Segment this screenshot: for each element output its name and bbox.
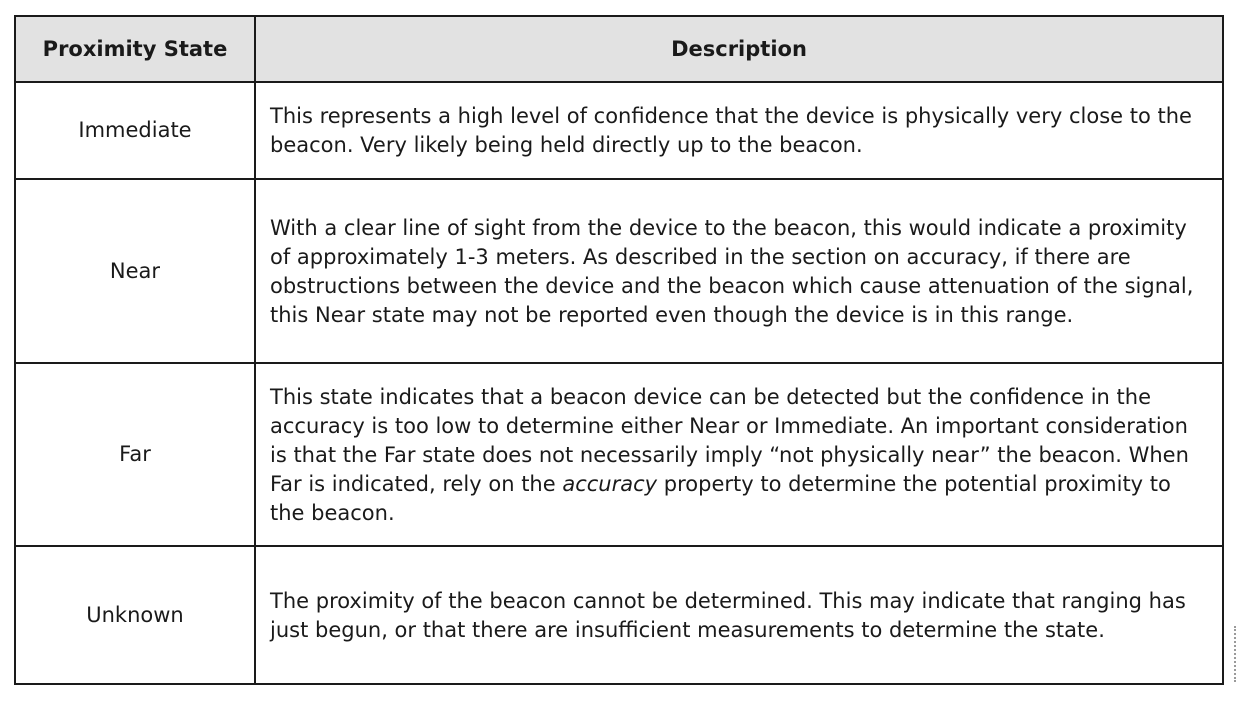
table-row-unknown [15, 546, 1223, 684]
header-description: Description [255, 16, 1223, 82]
header-row [15, 16, 1223, 82]
state-cell: Far [15, 363, 255, 546]
page-edge-marker [1234, 626, 1239, 682]
description-cell [255, 363, 1223, 546]
description-text: property to determine the potential proximity to the beacon. [270, 471, 1171, 525]
table-row-immediate [15, 82, 1223, 179]
state-cell: Unknown [15, 546, 255, 684]
accuracy-property-code: accuracy [562, 471, 658, 496]
proximity-state-table [14, 15, 1224, 685]
description-cell: This represents a high level of confidence that the device is physically very close to the beacon. Very likely being held directly up to the beacon. [255, 82, 1223, 179]
table-header [15, 16, 1223, 82]
state-cell: Immediate [15, 82, 255, 179]
description-cell: With a clear line of sight from the device to the beacon, this would indicate a proximity of approximately 1-3 meters. As described in the section on accuracy, if there are obstructions between the device and the beacon which cause attenuation of the signal, this Near state may not be reported even though the device is in this range. [255, 179, 1223, 363]
table-row-far [15, 363, 1223, 546]
header-proximity-state: Proximity State [15, 16, 255, 82]
state-cell: Near [15, 179, 255, 363]
table-body [15, 82, 1223, 684]
description-cell: The proximity of the beacon cannot be determined. This may indicate that ranging has just begun, or that there are insufficient measurements to determine the state. [255, 546, 1223, 684]
table-row-near [15, 179, 1223, 363]
description-text: This state indicates that a beacon device can be detected but the confidence in the accuracy is too low to determine either Near or Immediate. An important consideration is that the Far state does not necessarily imply “not physically near” the beacon. When Far is indicated, rely on the [270, 384, 1189, 496]
